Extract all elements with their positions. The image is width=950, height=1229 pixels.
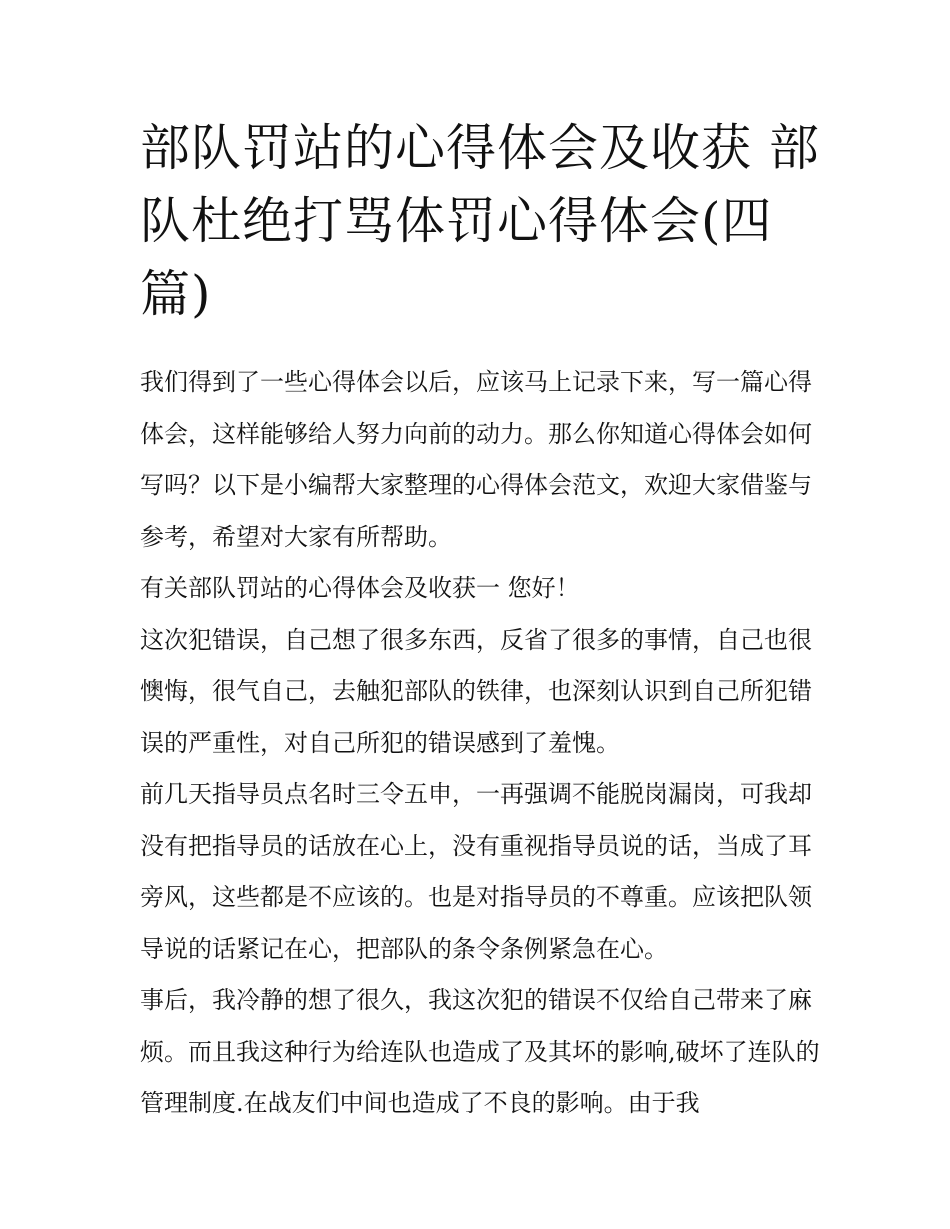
document-title: 部队罚站的心得体会及收获 部队杜绝打骂体罚心得体会(四篇) <box>140 119 820 323</box>
paragraph-greeting: 有关部队罚站的心得体会及收获一 您好！ <box>140 574 580 602</box>
paragraph-intro: 我们得到了一些心得体会以后，应该马上记录下来，写一篇心得体会，这样能够给人努力向前的动力。那么你知道心得体会如何写吗？以下是小编帮大家整理的心得体会范文，欢迎大家借鉴与参考，希望对大家有所帮助。 <box>140 368 812 551</box>
document-body <box>140 357 820 1130</box>
paragraph-instruction: 前几天指导员点名时三令五申，一再强调不能脱岗漏岗，可我却没有把指导员的话放在心上，没有重视指导员说的话，当成了耳旁风，这些都是不应该的。也是对指导员的不尊重。应该把队领导说的话紧记在心，把部队的条令条例紧急在心。 <box>140 780 812 963</box>
paragraph-reflection: 这次犯错误，自己想了很多东西，反省了很多的事情，自己也很懊悔，很气自己，去触犯部队的铁律，也深刻认识到自己所犯错误的严重性，对自己所犯的错误感到了羞愧。 <box>140 625 812 757</box>
paragraph-consequence: 事后，我冷静的想了很久，我这次犯的错误不仅给自己带来了麻烦。而且我这种行为给连队也造成了及其坏的影响,破坏了连队的管理制度.在战友们中间也造成了不良的影响。由于我 <box>140 986 820 1117</box>
